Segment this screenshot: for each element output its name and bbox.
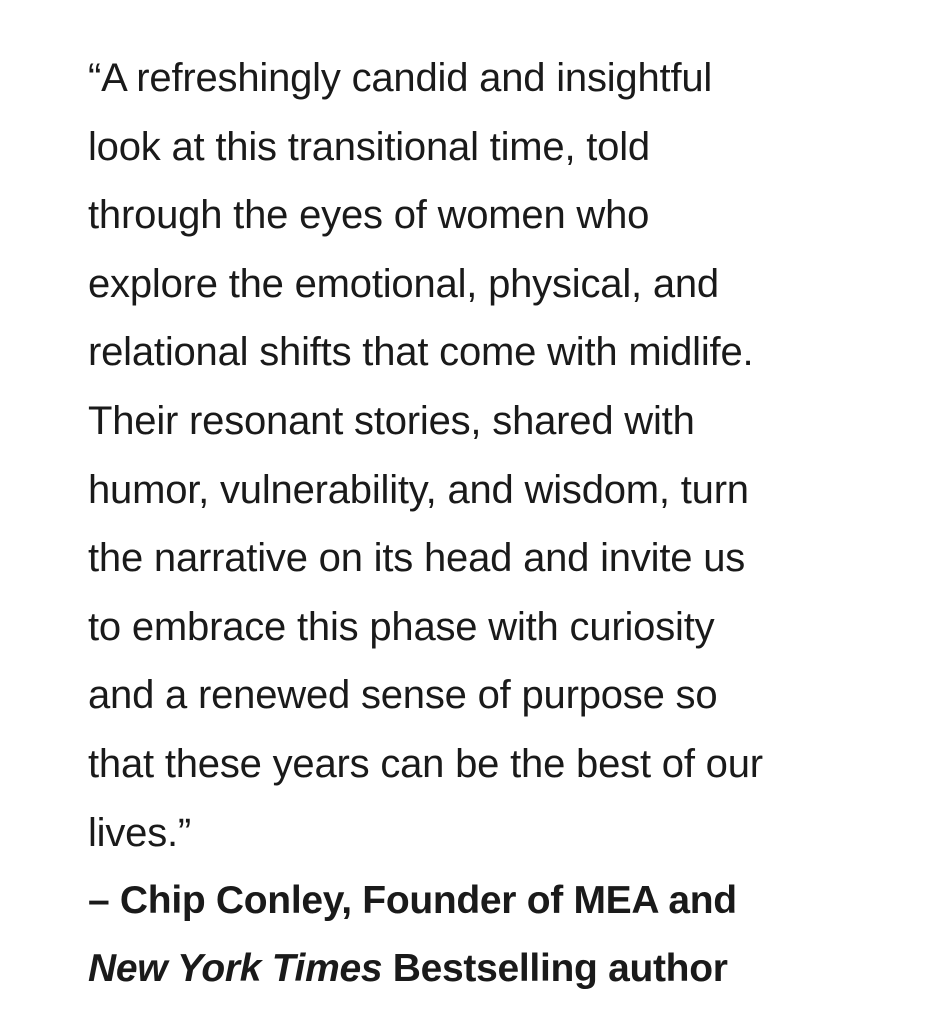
attribution-line-1: – Chip Conley, Founder of MEA and <box>88 879 737 923</box>
quote-line: that these years can be the best of our <box>88 741 763 786</box>
testimonial-block <box>88 44 908 1003</box>
quote-text <box>88 44 908 867</box>
quote-line: the narrative on its head and invite us <box>88 536 746 581</box>
attribution-line-2 <box>88 935 908 1003</box>
quote-line: and a renewed sense of purpose so <box>88 673 718 718</box>
quote-line: to embrace this phase with curiosity <box>88 604 715 649</box>
quote-line: “A refreshingly candid and insightful <box>88 56 713 100</box>
quote-line: through the eyes of women who <box>88 193 650 238</box>
publication-name: New York Times <box>88 947 383 991</box>
quote-line: explore the emotional, physical, and <box>88 261 719 306</box>
quote-line: humor, vulnerability, and wisdom, turn <box>88 467 749 512</box>
quote-line: lives.” <box>88 810 192 855</box>
attribution <box>88 867 908 1003</box>
quote-line: relational shifts that come with midlife. <box>88 330 754 375</box>
quote-line: look at this transitional time, told <box>88 124 650 169</box>
attribution-role: Bestselling author <box>382 947 728 991</box>
quote-line: Their resonant stories, shared with <box>88 398 695 443</box>
